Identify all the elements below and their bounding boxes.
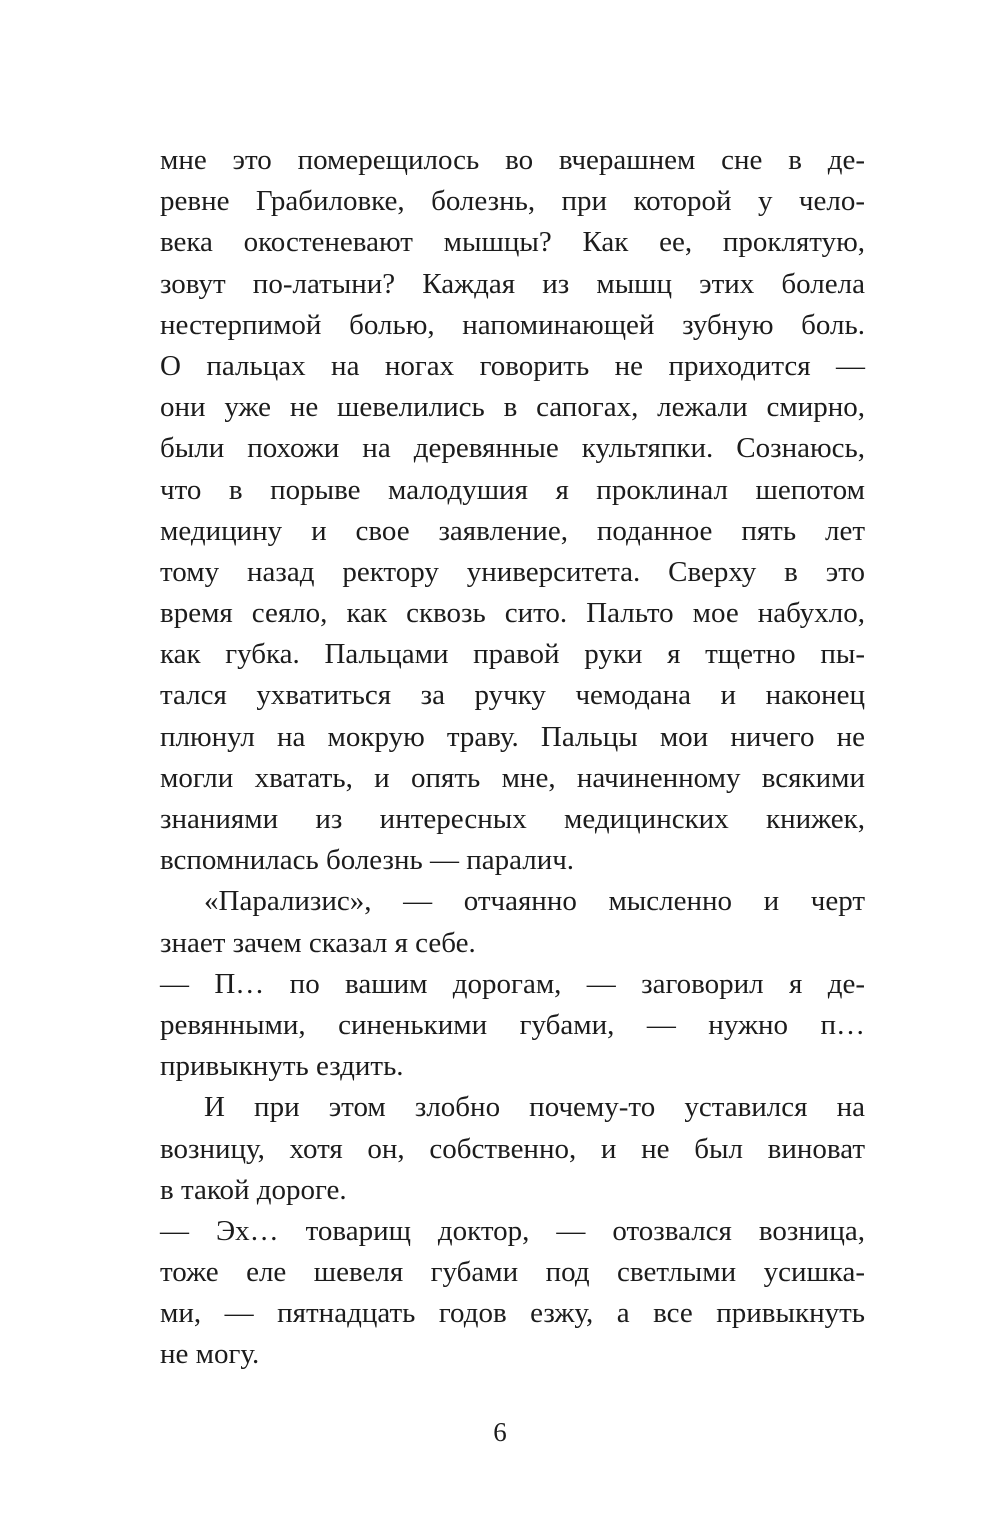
text-line: тоже еле шевеля губами под светлыми усишка- <box>160 1256 865 1289</box>
text-line: зовут по-латыни? Каждая из мышц этих болела <box>160 267 865 300</box>
text-line: века окостеневают мышцы? Как ее, проклятую, <box>160 226 865 259</box>
text-line: И при этом злобно почему-то уставился на <box>204 1091 865 1124</box>
text-line: тался ухватиться за ручку чемодана и наконец <box>160 679 865 712</box>
text-line: ми, — пятнадцать годов езжу, а все привыкнуть <box>160 1297 865 1330</box>
text-line: как губка. Пальцами правой руки я тщетно пы- <box>160 638 865 671</box>
text-line: знаниями из интересных медицинских книжек, <box>160 803 865 835</box>
text-line: возницу, хотя он, собственно, и не был виноват <box>160 1132 865 1165</box>
text-line: «Парализис», — отчаянно мысленно и черт <box>204 885 865 918</box>
text-line: плюнул на мокрую траву. Пальцы мои ничего не <box>160 720 865 753</box>
text-line: О пальцах на ногах говорить не приходится — <box>160 349 865 382</box>
text-line: привыкнуть ездить. <box>160 1050 404 1083</box>
text-line: могли хватать, и опять мне, начиненному всякими <box>160 761 865 794</box>
text-line: тому назад ректору университета. Сверху в это <box>160 555 865 588</box>
body-text <box>160 140 865 1376</box>
text-line: мне это померещилось во вчерашнем сне в де- <box>160 144 865 176</box>
text-line: они уже не шевелились в сапогах, лежали смирно, <box>160 391 865 424</box>
text-line: ревне Грабиловке, болезнь, при которой у чело- <box>160 185 865 218</box>
text-line: в такой дороге. <box>160 1173 347 1206</box>
text-line: вспомнилась болезнь — паралич. <box>160 844 575 877</box>
text-line: что в порыве малодушия я проклинал шепотом <box>160 473 865 506</box>
text-line: время сеяло, как сквозь сито. Пальто мое набухло, <box>160 597 865 630</box>
text-line: нестерпимой болью, напоминающей зубную боль. <box>160 308 865 341</box>
text-line: ревянными, синенькими губами, — нужно п… <box>160 1008 865 1041</box>
text-line: — Эх… товарищ доктор, — отозвался возница, <box>160 1214 865 1247</box>
text-line: знает зачем сказал я себе. <box>160 926 476 959</box>
text-line: — П… по вашим дорогам, — заговорил я де- <box>160 967 865 1000</box>
page-number: 6 <box>493 1417 507 1447</box>
text-line: не могу. <box>160 1338 260 1371</box>
text-line: медицину и свое заявление, поданное пять лет <box>160 514 865 547</box>
text-line: были похожи на деревянные культяпки. Сознаюсь, <box>160 432 865 465</box>
